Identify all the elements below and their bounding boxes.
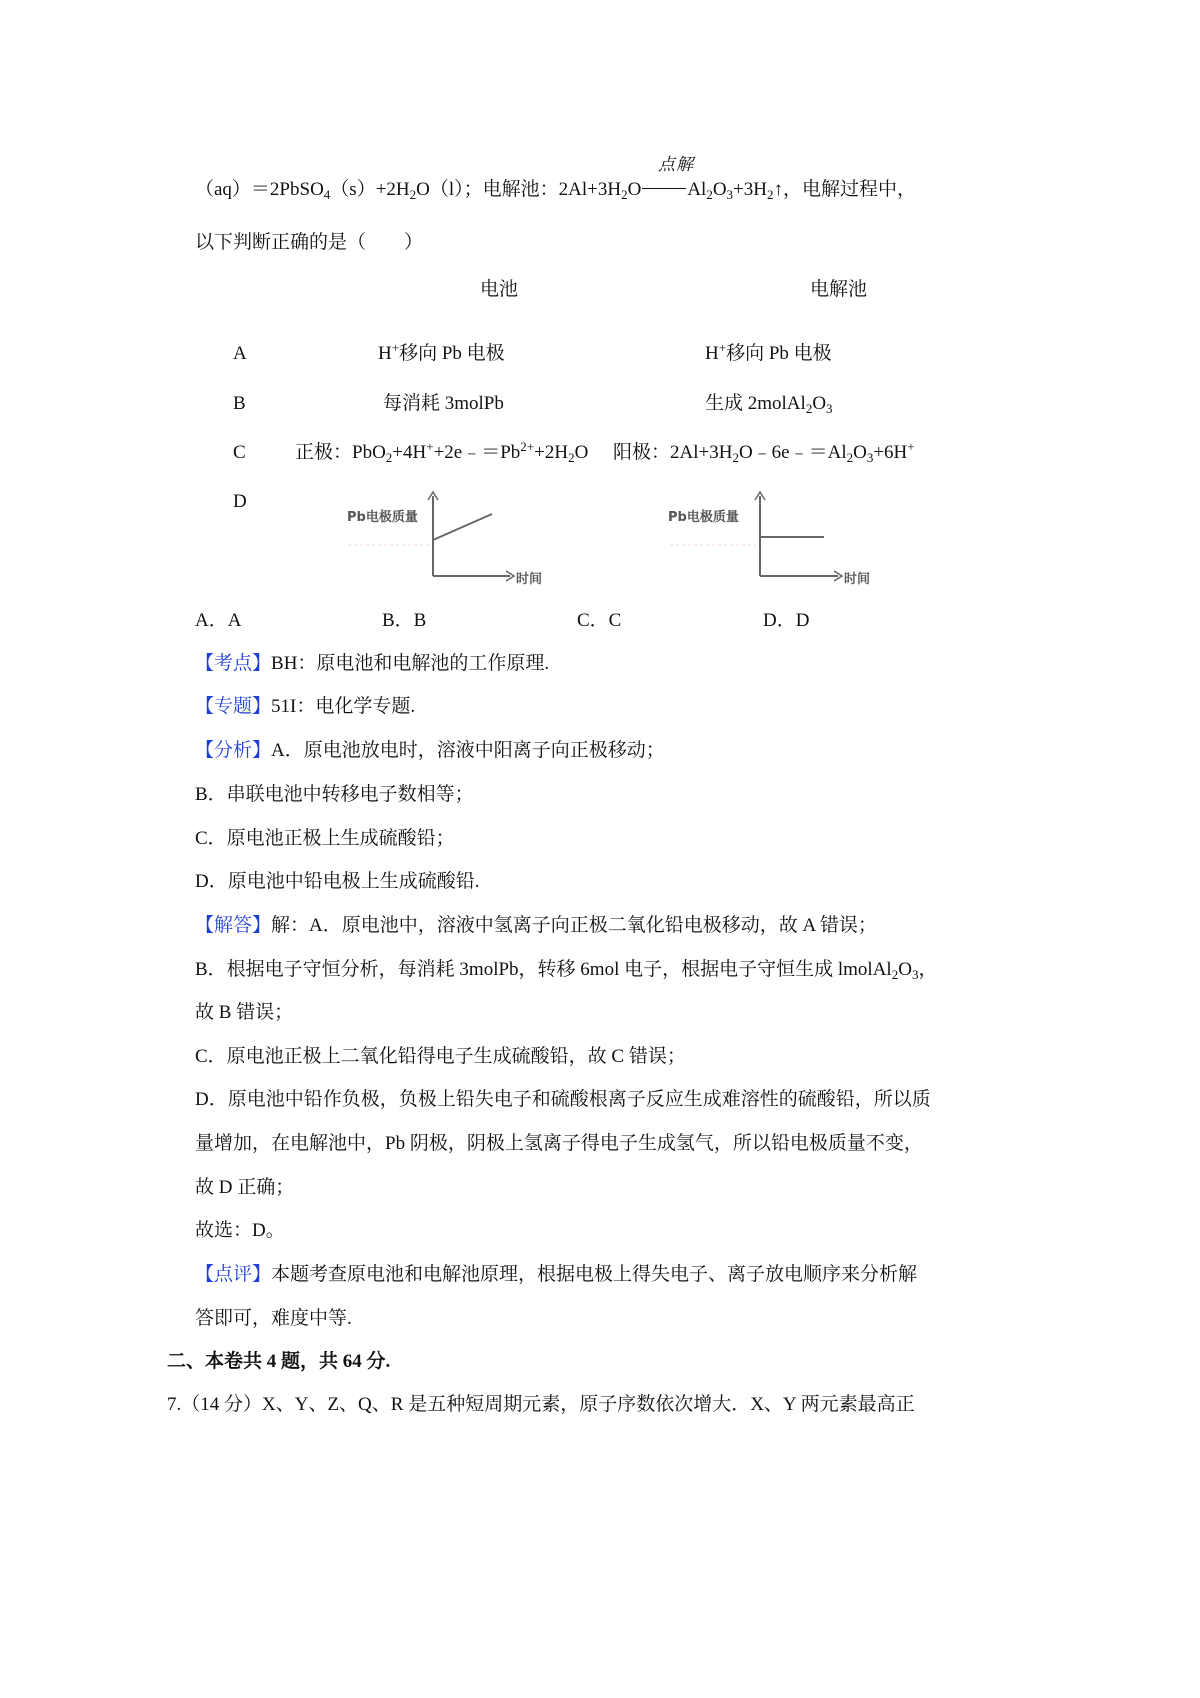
text-segment: ，	[918, 959, 938, 980]
question-line-1	[195, 178, 916, 202]
trend-line-increasing	[433, 514, 492, 540]
dianping-text: 本题考查原电池和电解池原理，根据电极上得失电子、离子放电顺序来分析解	[271, 1264, 918, 1285]
row-a-electrolysis	[705, 342, 832, 366]
text-segment: 移向 Pb 电极	[726, 343, 832, 364]
reaction-arrow	[642, 188, 686, 189]
text-segment: （aq）＝2PbSO	[195, 179, 324, 200]
superscript: +	[718, 340, 727, 355]
text-segment: 移向 Pb 电极	[399, 343, 505, 364]
text-segment: O	[812, 393, 827, 414]
text-segment: O	[712, 179, 727, 200]
jieda-b2: 故 B 错误；	[195, 1002, 294, 1023]
superscript: +	[426, 439, 434, 454]
electrolysis-condition-label: 点解	[658, 155, 694, 174]
text-segment: +4H	[392, 442, 427, 463]
column-header-electrolysis: 电解池	[810, 279, 868, 300]
subscript: 2	[732, 450, 739, 465]
text-segment: B．根据电子守恒分析，每消耗 3molPb，转移 6mol 电子，根据电子守恒生成 lmolAl	[195, 959, 892, 980]
subscript: 2	[385, 450, 393, 465]
jieda-text: 解：A．原电池中，溶液中氢离子向正极二氧化铅电极移动，故 A 错误；	[271, 915, 877, 936]
fenxi-c: C．原电池正极上生成硫酸铅；	[195, 828, 455, 849]
jieda-d2: 量增加，在电解池中，Pb 阴极，阴极上氢离子得电子生成氢气，所以铅电极质量不变，	[195, 1133, 923, 1154]
graph-electrolysis-pb-mass	[658, 488, 878, 598]
graph-x-label: 时间	[844, 572, 871, 587]
dianping-line-2: 答即可，难度中等.	[195, 1308, 352, 1329]
column-header-battery: 电池	[480, 279, 519, 300]
answer-line: 故选：D。	[195, 1220, 285, 1241]
fenxi-tag: 【分析】	[195, 740, 272, 761]
row-c-electrolysis	[613, 441, 915, 465]
text-segment: O	[853, 442, 867, 463]
text-segment: +2e﹣＝Pb	[433, 442, 521, 463]
subscript: 2	[706, 187, 713, 202]
row-letter-b: B	[233, 393, 246, 414]
row-b-electrolysis	[705, 392, 833, 416]
text-segment: H	[705, 343, 719, 364]
superscript: 2+	[520, 439, 535, 454]
row-letter-a: A	[233, 343, 247, 364]
text-segment: O	[627, 179, 642, 200]
text-segment: +6H	[873, 442, 908, 463]
zhuanti-tag: 【专题】	[195, 696, 272, 717]
fenxi-b: B．串联电池中转移电子数相等；	[195, 784, 474, 805]
jieda-d1: D．原电池中铅作负极，负极上铅失电子和硫酸根离子反应生成难溶性的硫酸铅，所以质	[195, 1089, 931, 1110]
graph-battery-plot	[340, 488, 560, 598]
jieda-d3: 故 D 正确；	[195, 1177, 295, 1198]
superscript: +	[391, 340, 400, 355]
subscript: 3	[866, 450, 874, 465]
choice-d: D．D	[763, 610, 810, 631]
fenxi-text: A．原电池放电时，溶液中阳离子向正极移动；	[271, 740, 665, 761]
text-segment: （s）+2H	[330, 179, 410, 200]
jieda-line	[195, 914, 877, 938]
text-segment: O	[574, 442, 589, 463]
text-segment: O﹣6e﹣＝Al	[738, 442, 847, 463]
row-letter-d: D	[233, 491, 247, 512]
jieda-b1	[195, 958, 937, 982]
subscript: 3	[726, 187, 734, 202]
row-b-battery: 每消耗 3molPb	[383, 393, 504, 414]
graph-y-label: Pb电极质量	[668, 510, 739, 525]
fenxi-line	[195, 739, 665, 763]
choice-b: B．B	[382, 610, 427, 631]
subscript: 3	[911, 967, 919, 982]
subscript: 2	[846, 450, 854, 465]
subscript: 4	[323, 187, 331, 202]
kaodian-tag: 【考点】	[195, 653, 272, 674]
row-letter-c: C	[233, 442, 246, 463]
text-segment: O（l）；电解池：2Al+3H	[416, 179, 622, 200]
text-segment: 阳极：2Al+3H	[613, 442, 733, 463]
text-segment: +3H	[733, 179, 767, 200]
jieda-c: C．原电池正极上二氧化铅得电子生成硫酸铅，故 C 错误；	[195, 1046, 686, 1067]
question-7: 7.（14 分）X、Y、Z、Q、R 是五种短周期元素，原子序数依次增大．X、Y 两元素最高正	[167, 1394, 915, 1415]
subscript: 3	[826, 401, 833, 416]
subscript: 2	[621, 187, 628, 202]
subscript: 2	[805, 401, 813, 416]
subscript: 2	[766, 187, 774, 202]
text-segment: 正极：PbO	[295, 442, 386, 463]
text-segment: 生成 2molAl	[705, 393, 806, 414]
choice-c: C．C	[577, 610, 622, 631]
zhuanti-line	[195, 695, 415, 719]
fenxi-d: D．原电池中铅电极上生成硫酸铅.	[195, 871, 480, 892]
row-c-battery	[295, 441, 588, 465]
text-segment: H	[378, 343, 392, 364]
subscript: 2	[891, 967, 899, 982]
text-segment: ↑，电解过程中，	[773, 179, 916, 200]
subscript: 2	[568, 450, 575, 465]
question-line-2: 以下判断正确的是（ ）	[195, 232, 424, 253]
row-a-battery	[378, 342, 505, 366]
dianping-tag: 【点评】	[195, 1264, 272, 1285]
graph-battery-pb-mass	[340, 488, 560, 598]
zhuanti-text: 51I：电化学专题.	[271, 696, 416, 717]
jieda-tag: 【解答】	[195, 915, 272, 936]
graph-x-label: 时间	[516, 572, 543, 587]
subscript: 2	[409, 187, 417, 202]
graph-electrolysis-plot	[658, 488, 878, 598]
kaodian-line	[195, 652, 549, 676]
text-segment: Al	[687, 179, 707, 200]
graph-y-label: Pb电极质量	[347, 510, 418, 525]
kaodian-text: BH：原电池和电解池的工作原理.	[271, 653, 550, 674]
text-segment: +2H	[534, 442, 569, 463]
text-segment: O	[898, 959, 912, 980]
section-heading: 二、本卷共 4 题，共 64 分.	[167, 1351, 391, 1372]
dianping-line	[195, 1263, 917, 1287]
choice-a: A．A	[195, 610, 242, 631]
superscript: +	[907, 439, 915, 454]
